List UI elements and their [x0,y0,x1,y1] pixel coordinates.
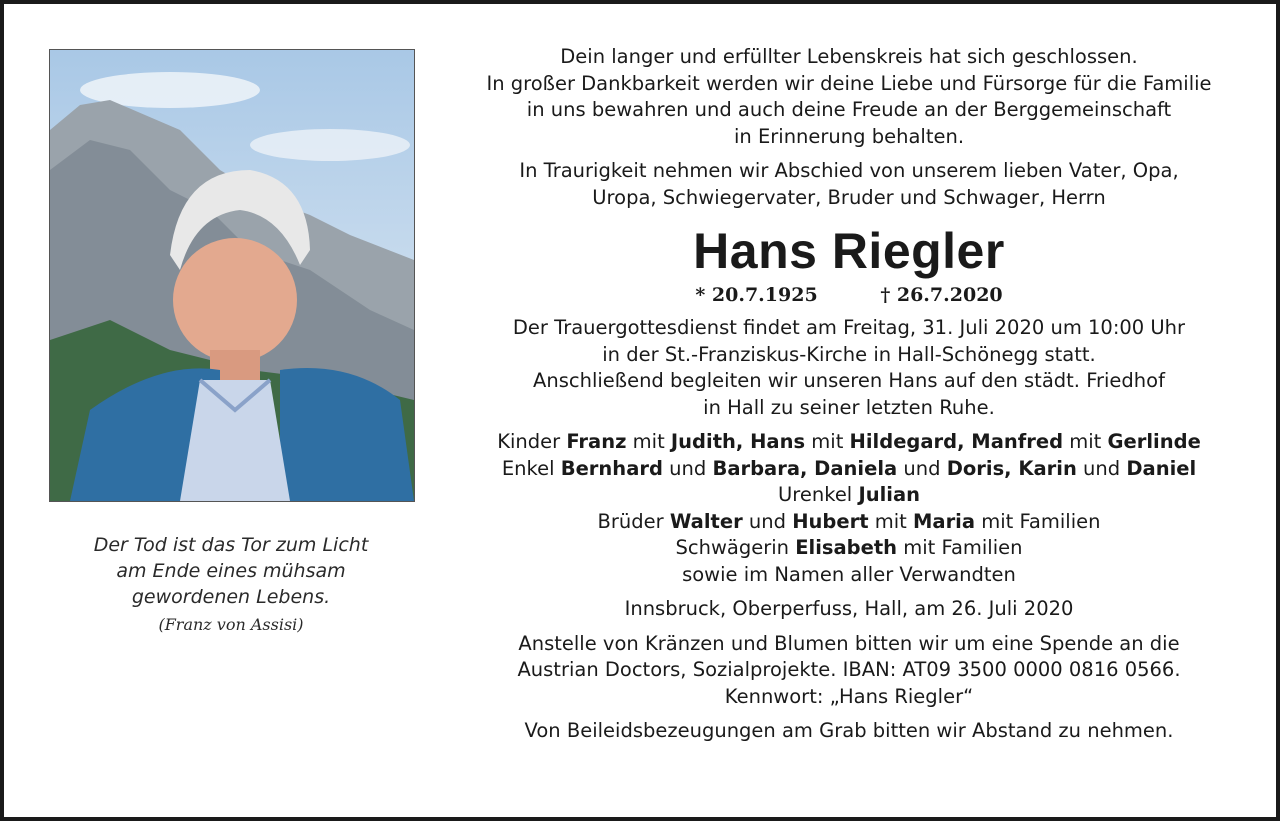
quote-line-3: gewordenen Lebens. [131,586,331,608]
donation-line-3: Kennwort: „Hans Riegler“ [724,684,974,708]
service-line-2: in der St.-Franziskus-Kirche in Hall-Schönegg statt. [602,342,1096,366]
family-label: Kinder [497,430,561,453]
birth-date: * 20.7.1925 [695,284,818,306]
portrait-illustration [50,50,414,501]
family-connector: und [903,456,941,480]
quote-line-2: am Ende eines mühsam [116,560,346,582]
family-enkel [454,456,1244,483]
family-urenkel [454,482,1244,509]
quote-block [49,532,413,654]
farewell-line-1: In Traurigkeit nehmen wir Abschied von unserem lieben Vater, Opa, [519,159,1179,182]
family-name: Daniel [1126,456,1197,480]
intro-line-2: In großer Dankbarkeit werden wir deine Liebe und Fürsorge für die Familie [486,71,1212,95]
service-line-1: Der Trauergottesdienst findet am Freitag, 31. Juli 2020 um 10:00 Uhr [512,316,1186,339]
family-connector: mit [632,430,665,453]
family-label: Urenkel [778,483,853,506]
donation-line-1: Anstelle von Kränzen und Blumen bitten wir um eine Spende an die [518,631,1180,655]
family-connector: und [669,456,707,480]
family-name: Hubert [792,509,869,533]
family-name: Doris, Karin [946,456,1077,480]
obituary-text [454,44,1244,745]
family-connector: mit Familien [903,536,1023,559]
condolence-note: Von Beileidsbezeugungen am Grab bitten wir Abstand zu nehmen. [524,719,1174,742]
portrait-photo [49,49,415,502]
place-date: Innsbruck, Oberperfuss, Hall, am 26. Juli 2020 [624,597,1074,620]
family-name: Elisabeth [795,536,898,559]
family-rest: sowie im Namen aller Verwandten [682,562,1016,586]
family-kinder [454,429,1244,456]
family-name: Barbara, Daniela [712,456,898,480]
family-name: Walter [669,509,743,533]
family-name: Gerlinde [1107,430,1201,453]
quote-source: (Franz von Assisi) [158,615,304,634]
death-date: † 26.7.2020 [880,284,1003,306]
intro-line-3: in uns bewahren und auch deine Freude an der Berggemeinschaft [526,98,1172,121]
deceased-name: Hans Riegler [693,223,1005,279]
family-brueder [454,509,1244,536]
family-connector: und [748,509,786,533]
intro-line-1: Dein langer und erfüllter Lebenskreis hat sich geschlossen. [560,45,1138,68]
family-name: Hildegard, Manfred [849,430,1064,453]
farewell-line-2: Uropa, Schwiegervater, Bruder und Schwager, Herrn [592,185,1106,209]
family-name: Julian [858,483,920,506]
intro-line-4: in Erinnerung behalten. [733,124,965,148]
family-label: Schwägerin [675,536,790,559]
family-name: Bernhard [560,456,663,480]
family-name: Judith, Hans [670,430,806,453]
quote-line-1: Der Tod ist das Tor zum Licht [93,534,369,556]
family-name: Maria [913,509,976,533]
family-connector: mit [811,430,844,453]
family-name: Franz [566,430,627,453]
family-label: Enkel [501,456,555,480]
family-schwaegerin [454,535,1244,562]
donation-line-2: Austrian Doctors, Sozialprojekte. IBAN: AT09 3500 0000 0816 0566. [517,658,1181,681]
family-connector: und [1083,456,1121,480]
family-connector: mit [1069,430,1102,453]
service-line-3: Anschließend begleiten wir unseren Hans auf den städt. Friedhof [533,369,1165,392]
family-connector: mit Familien [981,509,1101,533]
life-dates [454,281,1244,309]
service-line-4: in Hall zu seiner letzten Ruhe. [703,395,995,419]
family-label: Brüder [597,509,664,533]
family-connector: mit [874,509,907,533]
